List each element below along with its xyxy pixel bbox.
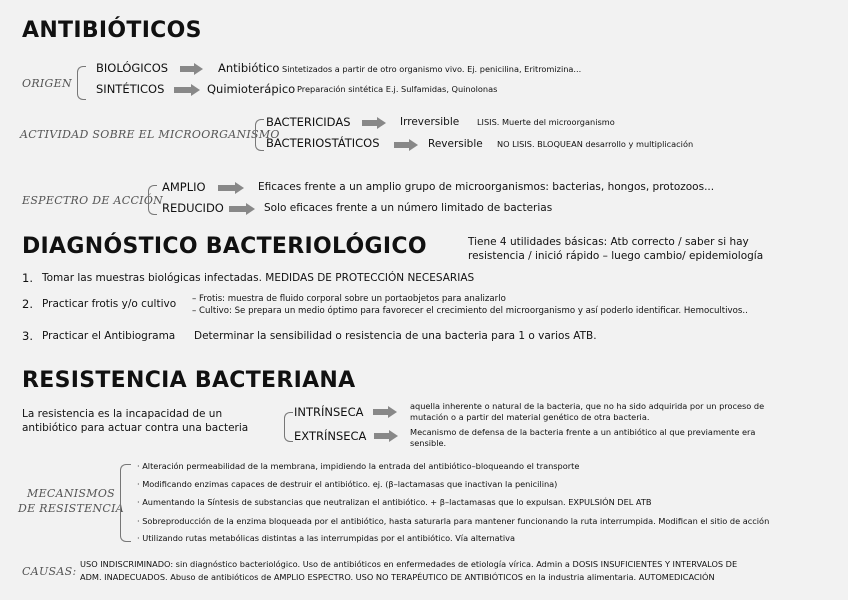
biologicos-desc: Sintetizados a partir de otro organismo vivo. Ej. penicilina, Eritromizina... xyxy=(282,64,582,74)
origen-label: ORIGEN xyxy=(22,77,72,90)
causas-line1: USO INDISCRIMINADO: sin diagnóstico bacteriológico. Uso de antibióticos en enfermedades de etiología vírica. Admin a DOSIS INSUFICIENTES Y INTERVALOS DE xyxy=(80,559,738,569)
bactericidas-label: BACTERICIDAS xyxy=(266,115,351,129)
actividad-label: ACTIVIDAD SOBRE EL MICROORGANISMO xyxy=(20,128,280,141)
espectro-brace xyxy=(148,185,157,215)
reducido-desc: Solo eficaces frente a un número limitado de bacterias xyxy=(264,202,553,214)
arrow-right-icon xyxy=(362,120,378,126)
mecanismo-item: · Aumentando la Síntesis de substancias que neutralizan el antibiótico. + β–lactamasas que lo expulsan. EXPULSIÓN DEL ATB xyxy=(137,497,652,507)
reversible-label: Reversible xyxy=(428,138,483,150)
antibiotico-label: Antibiótico xyxy=(218,61,280,75)
amplio-desc: Eficaces frente a un amplio grupo de microorganismos: bacterias, hongos, protozoos... xyxy=(258,181,715,193)
arrow-right-icon xyxy=(229,206,247,212)
mecanismo-item: · Utilizando rutas metabólicas distintas a las interrumpidas por el antibiótico. Vía alternativa xyxy=(137,533,516,543)
actividad-brace xyxy=(255,119,264,151)
causas-line2: ADM. INADECUADOS. Abuso de antibióticos de AMPLIO ESPECTRO. USO NO TERAPÉUTICO DE ANTIBIÓTICOS en la industria alimentaria. AUTOMEDICACIÓN xyxy=(80,572,715,582)
arrow-right-icon xyxy=(374,433,390,439)
step-3-desc: Determinar la sensibilidad o resistencia de una bacteria para 1 o varios ATB. xyxy=(194,330,597,342)
bacteriostaticos-label: BACTERIOSTÁTICOS xyxy=(266,136,380,150)
extrinseca-label: EXTRÍNSECA xyxy=(294,429,367,443)
arrow-right-icon xyxy=(218,185,236,191)
arrow-right-icon xyxy=(174,87,192,93)
step-2-number: 2. xyxy=(22,297,33,311)
mecanismos-label-line2: DE RESISTENCIA xyxy=(18,502,124,515)
step-2-frotis: – Frotis: muestra de fluido corporal sobre un portaobjetos para analizarlo xyxy=(192,294,506,304)
espectro-label: ESPECTRO DE ACCIÓN xyxy=(22,194,164,207)
mecanismos-label-line1: MECANISMOS xyxy=(27,487,115,500)
mecanismo-item: · Sobreproducción de la enzima bloqueada por el antibiótico, hasta saturarla para mantener funcionando la ruta interrumpida. Modifican el sitio de acción xyxy=(137,516,770,526)
mecanismo-item: · Alteración permeabilidad de la membrana, impidiendo la entrada del antibiótico–bloqueando el transporte xyxy=(137,461,580,471)
reducido-label: REDUCIDO xyxy=(162,201,224,215)
origen-brace xyxy=(77,66,86,100)
sinteticos-desc: Preparación sintética E.j. Sulfamidas, Quinolonas xyxy=(297,84,498,94)
diagnostico-note-line2: resistencia / inició rápido – luego cambio/ epidemiología xyxy=(468,250,764,262)
amplio-label: AMPLIO xyxy=(162,180,206,194)
title-diagnostico: DIAGNÓSTICO BACTERIOLÓGICO xyxy=(22,234,427,259)
step-1-number: 1. xyxy=(22,271,33,285)
biologicos-label: BIOLÓGICOS xyxy=(96,61,169,75)
extrinseca-desc-line2: sensible. xyxy=(410,438,447,448)
arrow-right-icon xyxy=(373,409,389,415)
quimioterapico-label: Quimioterápico xyxy=(207,82,296,96)
arrow-right-icon xyxy=(180,66,195,72)
diagnostico-note-line1: Tiene 4 utilidades básicas: Atb correcto / saber si hay xyxy=(468,236,749,248)
resistencia-def-line1: La resistencia es la incapacidad de un xyxy=(22,408,223,420)
intrinseca-label: INTRÍNSECA xyxy=(294,405,364,419)
step-2-text: Practicar frotis y/o cultivo xyxy=(42,298,177,310)
causas-label: CAUSAS: xyxy=(22,565,77,578)
arrow-right-icon xyxy=(394,142,410,148)
resistencia-def-line2: antibiótico para actuar contra una bacteria xyxy=(22,422,249,434)
mecanismos-brace xyxy=(120,464,131,542)
step-2-cultivo: – Cultivo: Se prepara un medio óptimo para favorecer el crecimiento del microorganismo y así poderlo identificar. Hemocultivos.. xyxy=(192,306,748,316)
title-antibioticos: ANTIBIÓTICOS xyxy=(22,18,202,43)
title-resistencia: RESISTENCIA BACTERIANA xyxy=(22,368,356,393)
resistencia-brace xyxy=(284,412,293,442)
step-3-number: 3. xyxy=(22,329,33,343)
bacteriostaticos-desc: NO LISIS. BLOQUEAN desarrollo y multiplicación xyxy=(497,139,694,149)
sinteticos-label: SINTÉTICOS xyxy=(96,82,165,96)
step-1-text: Tomar las muestras biológicas infectadas. MEDIDAS DE PROTECCIÓN NECESARIAS xyxy=(42,272,475,284)
intrinseca-desc-line1: aquella inherente o natural de la bacteria, que no ha sido adquirida por un proceso de xyxy=(410,401,765,411)
step-3-text: Practicar el Antibiograma xyxy=(42,330,176,342)
mecanismo-item: · Modificando enzimas capaces de destruir el antibiótico. ej. (β–lactamasas que inactivan la penicilina) xyxy=(137,479,558,489)
bactericidas-desc: LISIS. Muerte del microorganismo xyxy=(477,117,615,127)
extrinseca-desc-line1: Mecanismo de defensa de la bacteria frente a un antibiótico al que previamente era xyxy=(410,427,756,437)
irreversible-label: Irreversible xyxy=(400,116,460,128)
intrinseca-desc-line2: mutación o a partir del material genético de otra bacteria. xyxy=(410,412,650,422)
